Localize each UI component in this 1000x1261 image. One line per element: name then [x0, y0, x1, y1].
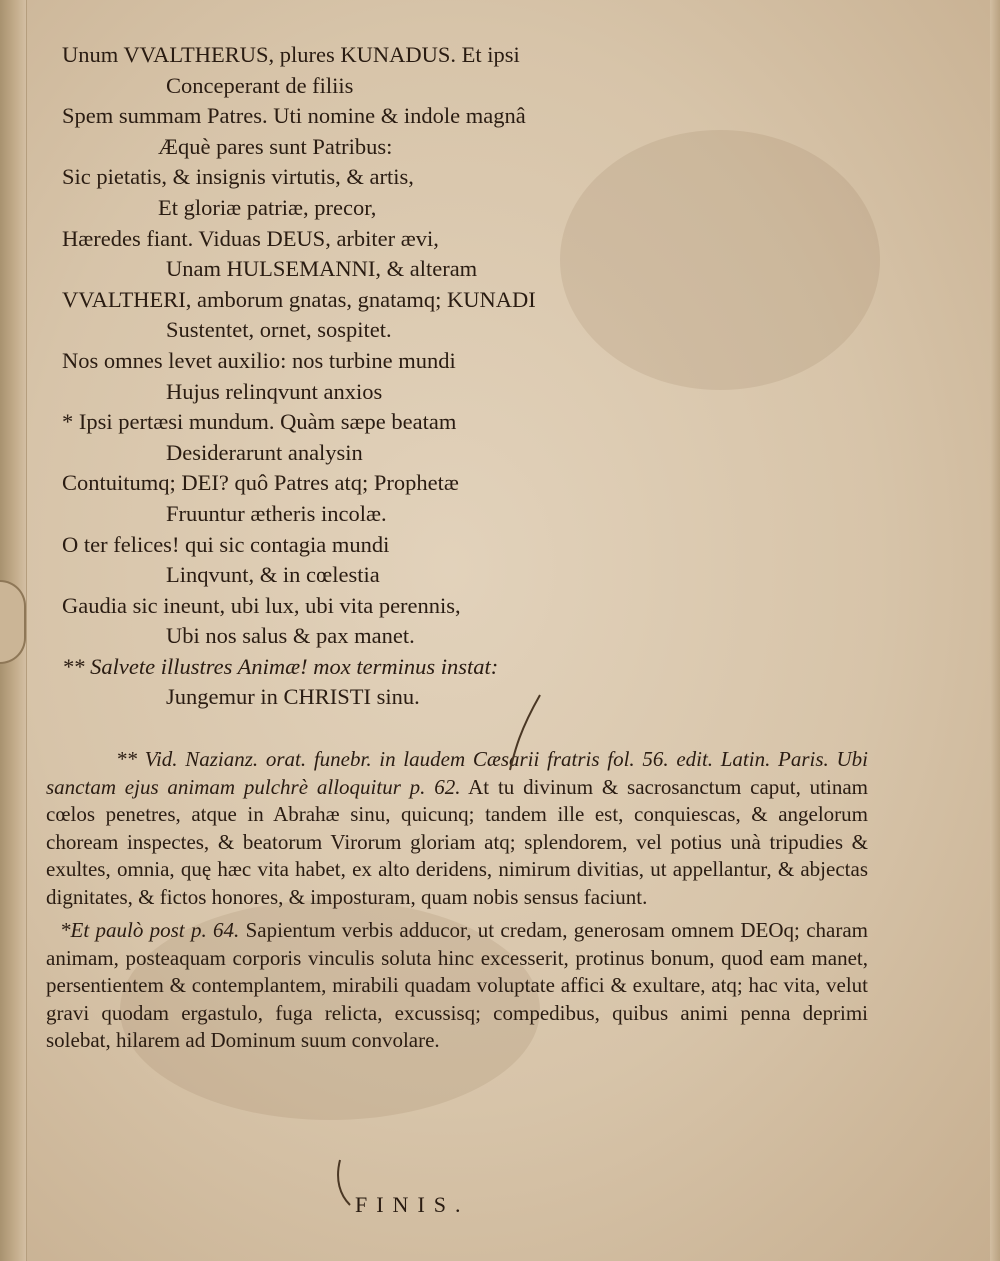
- poem-line: Et gloriæ patriæ, precor,: [158, 194, 377, 220]
- poem-line: * Ipsi pertæsi mundum. Quàm sæpe beatam: [62, 409, 457, 435]
- poem-line: ** Salvete illustres Animæ! mox terminus instat:: [62, 653, 499, 679]
- poem-line: Unum VVALTHERUS, plures KUNADUS. Et ipsi: [62, 42, 520, 67]
- poem-line: Contuitumq; DEI? quô Patres atq; Prophetæ: [62, 470, 459, 496]
- poem-line: Fruuntur ætheris incolæ.: [166, 500, 387, 526]
- poem-line: Sic pietatis, & insignis virtutis, & artis,: [62, 164, 414, 190]
- footnote-2-text: Sapientum verbis adducor, ut credam, generosam omnem DEOq; charam animam, posteaquam corporis vinculis soluta hinc excesserit, protinus bonum, quod eam manet, persentientem & contemplantem, mirabili quadam voluptate affici & exultare, atq; hac vita, velut gravi quodam ergastulo, fuga relicta, excussisq; compedibus, quibus animi penna deprimi solebat, hilarem ad Dominum suum convolare.: [46, 918, 868, 1052]
- footnote-2-reference: *Et paulò post p. 64.: [60, 918, 240, 942]
- finis-mark: FINIS.: [355, 1192, 470, 1217]
- poem-line: Ubi nos salus & pax manet.: [166, 623, 415, 649]
- poem-line: Hujus relinqvunt anxios: [166, 378, 383, 404]
- footnote-1-reference: ** Vid. Nazianz. orat. funebr. in laudem Cæsarii fratris fol. 56. edit. Latin. Paris. Ubi sanctam ejus animam pulchrè alloquitur p. 62.: [46, 747, 868, 799]
- poem-line: Nos omnes levet auxilio: nos turbine mundi: [62, 347, 456, 373]
- poem-line: Unam HULSEMANNI, & alteram: [166, 256, 478, 282]
- poem-line: Gaudia sic ineunt, ubi lux, ubi vita perennis,: [62, 592, 461, 618]
- poem-line: Conceperant de filiis: [166, 72, 354, 98]
- poem-line: Sustentet, ornet, sospitet.: [166, 317, 392, 343]
- page-right-edge: [990, 0, 1000, 1261]
- poem-line: Jungemur in CHRISTI sinu.: [166, 684, 420, 710]
- binding-tab: [0, 580, 26, 664]
- poem-line: VVALTHERI, amborum gnatas, gnatamq; KUNADI: [62, 286, 536, 312]
- pen-stroke-mark: [330, 690, 550, 1210]
- poem-line: Spem summam Patres. Uti nomine & indole magnâ: [62, 103, 526, 129]
- poem-line: Hæredes fiant. Viduas DEUS, arbiter ævi,: [62, 225, 439, 251]
- poem-line: Linqvunt, & in cœlestia: [166, 562, 380, 588]
- poem: [62, 40, 682, 713]
- poem-line: Desiderarunt analysin: [166, 439, 363, 465]
- footnote-1-text: At tu divinum & sacrosanctum caput, utinam cœlos penetres, atque in Abrahæ sinu, quicunq; tandem ille est, conquiescas, & angelorum choream inspectes, & beatorum Virorum gloriam atq; splendorem, vel potius unà tripudies & exultes, omnia, quę hæc vita habet, ex alto deridens, nimirum divitias, ut appellantur, & abjectas dignitates, & fictos honores, & imposturam, quam nobis sensus faciunt.: [46, 774, 868, 909]
- poem-line: O ter felices! qui sic contagia mundi: [62, 531, 390, 557]
- poem-line: Æquè pares sunt Patribus:: [158, 133, 393, 159]
